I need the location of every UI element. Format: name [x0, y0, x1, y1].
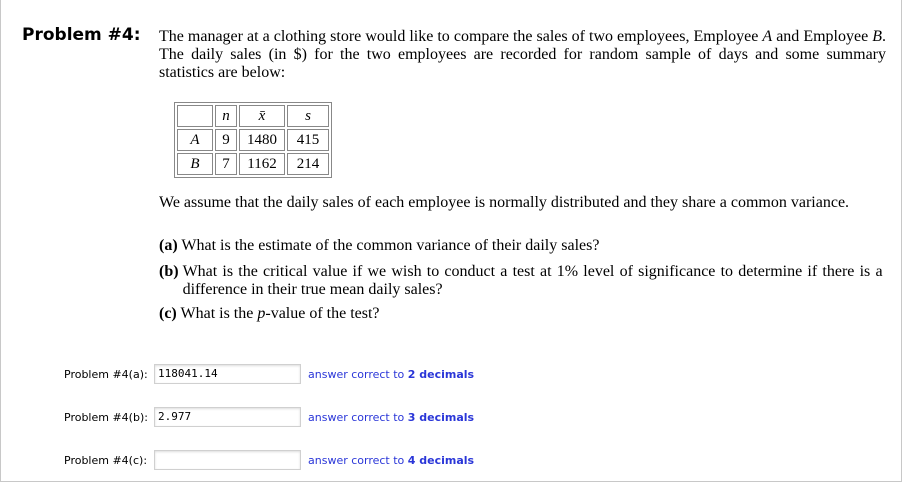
assumption-text: We assume that the daily sales of each employee is normally distributed and they share a common variance. [159, 194, 850, 211]
question-text: What is the critical value if we wish to conduct a test at 1% level of significance to determine if there is a difference in their true mean daily sales? [182, 263, 883, 298]
question-text: What is the estimate of the common variance of their daily sales? [181, 237, 600, 254]
table-cell: A [177, 129, 213, 151]
question-var-p: p [257, 305, 266, 322]
answer-label-a: Problem #4(a): [64, 368, 148, 381]
note-text: answer correct to [308, 454, 408, 467]
problem-intro [159, 28, 886, 82]
problem-title: Problem #4: [22, 25, 141, 45]
question-label: (a) [159, 237, 178, 254]
answer-label-c: Problem #4(c): [64, 454, 148, 467]
table-cell: 214 [287, 153, 329, 175]
answer-input-b[interactable]: 2.977 [154, 407, 301, 427]
table-header-cell: x̄ [239, 105, 285, 127]
note-text: answer correct to [308, 368, 408, 381]
intro-var-a: A [762, 28, 773, 45]
question-text-part: What is the [180, 305, 258, 322]
table-cell: 1480 [239, 129, 285, 151]
note-decimals: 2 decimals [407, 368, 475, 381]
intro-text-2: and Employee [772, 28, 873, 45]
table-cell: 415 [287, 129, 329, 151]
answer-input-c[interactable] [154, 450, 301, 470]
answer-note-a [308, 368, 474, 381]
intro-var-b: B [872, 28, 883, 45]
answer-input-a[interactable]: 118041.14 [154, 364, 301, 384]
table-row [177, 129, 329, 151]
note-decimals: 4 decimals [407, 454, 475, 467]
question-label: (b) [159, 263, 179, 280]
note-text: answer correct to [308, 411, 408, 424]
question-b [159, 263, 883, 299]
answer-label-b: Problem #4(b): [64, 411, 148, 424]
answer-note-c [308, 454, 474, 467]
question-label: (c) [159, 305, 177, 322]
table-header-row [177, 105, 329, 127]
table-header-cell: n [215, 105, 237, 127]
question-c [159, 305, 380, 323]
question-text [180, 305, 379, 322]
table-cell: 7 [215, 153, 237, 175]
question-a [159, 237, 599, 255]
table-row [177, 153, 329, 175]
table-cell: 1162 [239, 153, 285, 175]
answer-note-b [308, 411, 474, 424]
table-cell: B [177, 153, 213, 175]
summary-stats-table [174, 102, 332, 178]
intro-text-1: The manager at a clothing store would like to compare the sales of two employees, Employee [159, 28, 763, 45]
table-header-cell [177, 105, 213, 127]
table-header-cell: s [287, 105, 329, 127]
note-decimals: 3 decimals [407, 411, 475, 424]
question-text-part: -value of the test? [265, 305, 380, 322]
intro-text-3: . The daily sales (in $) for the two employees are recorded for random sample of days and some summary statistics are below: [159, 28, 887, 81]
table-cell: 9 [215, 129, 237, 151]
